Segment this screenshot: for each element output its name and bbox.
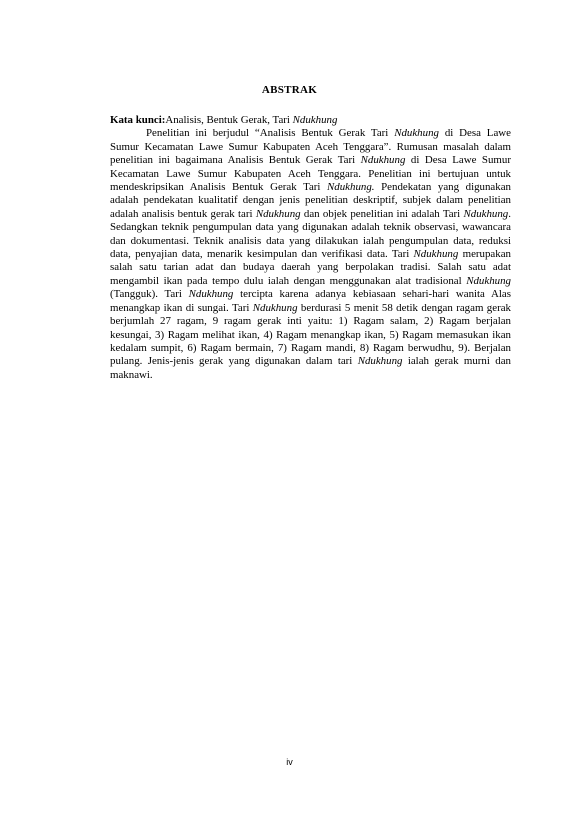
abstract-italic-term: Ndukhung	[255, 207, 301, 220]
abstract-text-segment: merupakan salah satu tarian adat dan budaya daerah yang berpolakan tradisi. Salah satu adat mengambil ikan pada tempo dulu ialah dengan menggunakan alat tradisional	[110, 248, 511, 287]
abstract-italic-term: Ndukhung	[463, 207, 509, 220]
abstract-text-segment: tercipta karena adanya kebiasaan sehari-hari wanita Alas menangkap ikan di sungai. Tari	[110, 288, 512, 314]
abstract-text-segment: berdurasi 5 menit 58 detik dengan ragam gerak berjumlah 27 ragam, 9 ragam gerak inti yaitu: 1) Ragam salam, 2) Ragam berjalan kesungai, 3) Ragam melihat ikan, 4) Ragam menangkap ikan, 5) Ragam memasukan ikan kedalam sumpit, 6) Ragam bermain, 7) Ragam mandi, 8) Ragam berwudhu, 9). Berjalan pulang. Jenis-jenis gerak yang digunakan dalam tari	[110, 301, 511, 368]
abstract-italic-term: Ndukhung	[466, 274, 511, 287]
abstract-text-segment: . Sedangkan teknik pengumpulan data yang digunakan adalah teknik observasi, wawancara dan dokumentasi. Teknik analisis data yang dilakukan ialah pengumpulan data, reduksi data, penyajian data, menarik kesimpulan dan verifikasi data. Tari	[110, 207, 511, 261]
page-title: ABSTRAK	[261, 84, 318, 96]
abstract-text-segment: dan objek penelitian ini adalah Tari	[300, 207, 464, 220]
abstract-text-segment: (Tangguk). Tari	[110, 288, 189, 301]
page-number: iv	[286, 757, 293, 767]
abstract-text-segment: di Desa Lawe Sumur Kecamatan Lawe Sumur Kabupaten Aceh Tenggara”. Rumusan masalah dalam penelitian ini bagaimana Analisis Bentuk Gerak Tari	[110, 127, 511, 167]
keywords-label: Kata kunci:	[110, 114, 166, 126]
abstract-italic-term: Ndukhung	[394, 127, 439, 140]
keywords-line	[110, 114, 511, 127]
keywords-italic-term: Ndukhung	[292, 114, 338, 126]
abstract-italic-term: Ndukhung	[252, 301, 298, 314]
abstract-text-segment: Penelitian ini berjudul “Analisis Bentuk Gerak Tari	[146, 127, 395, 140]
keywords-text: Analisis, Bentuk Gerak, Tari	[165, 114, 293, 126]
abstract-italic-term: Ndukhung	[413, 248, 459, 261]
abstract-text-segment: ialah gerak murni dan maknawi.	[110, 355, 511, 381]
abstract-italic-term: Ndukhung.	[327, 181, 375, 194]
abstract-content	[110, 114, 511, 382]
abstract-text-segment: Pendekatan yang digunakan adalah pendekatan kualitatif dengan jenis penelitian deskriptif, subjek dalam penelitian adalah analisis bentuk gerak tari	[110, 181, 511, 220]
abstract-paragraph	[110, 127, 511, 382]
abstract-italic-term: Ndukhung	[360, 154, 406, 167]
abstract-text-segment: di Desa Lawe Sumur Kecamatan Lawe Sumur Kabupaten Aceh Tenggara. Penelitian ini bertujuan untuk mendeskripsikan Analisis Bentuk Gerak Tari	[110, 154, 511, 194]
abstract-italic-term: Ndukhung	[357, 355, 403, 368]
abstract-italic-term: Ndukhung	[188, 288, 234, 301]
